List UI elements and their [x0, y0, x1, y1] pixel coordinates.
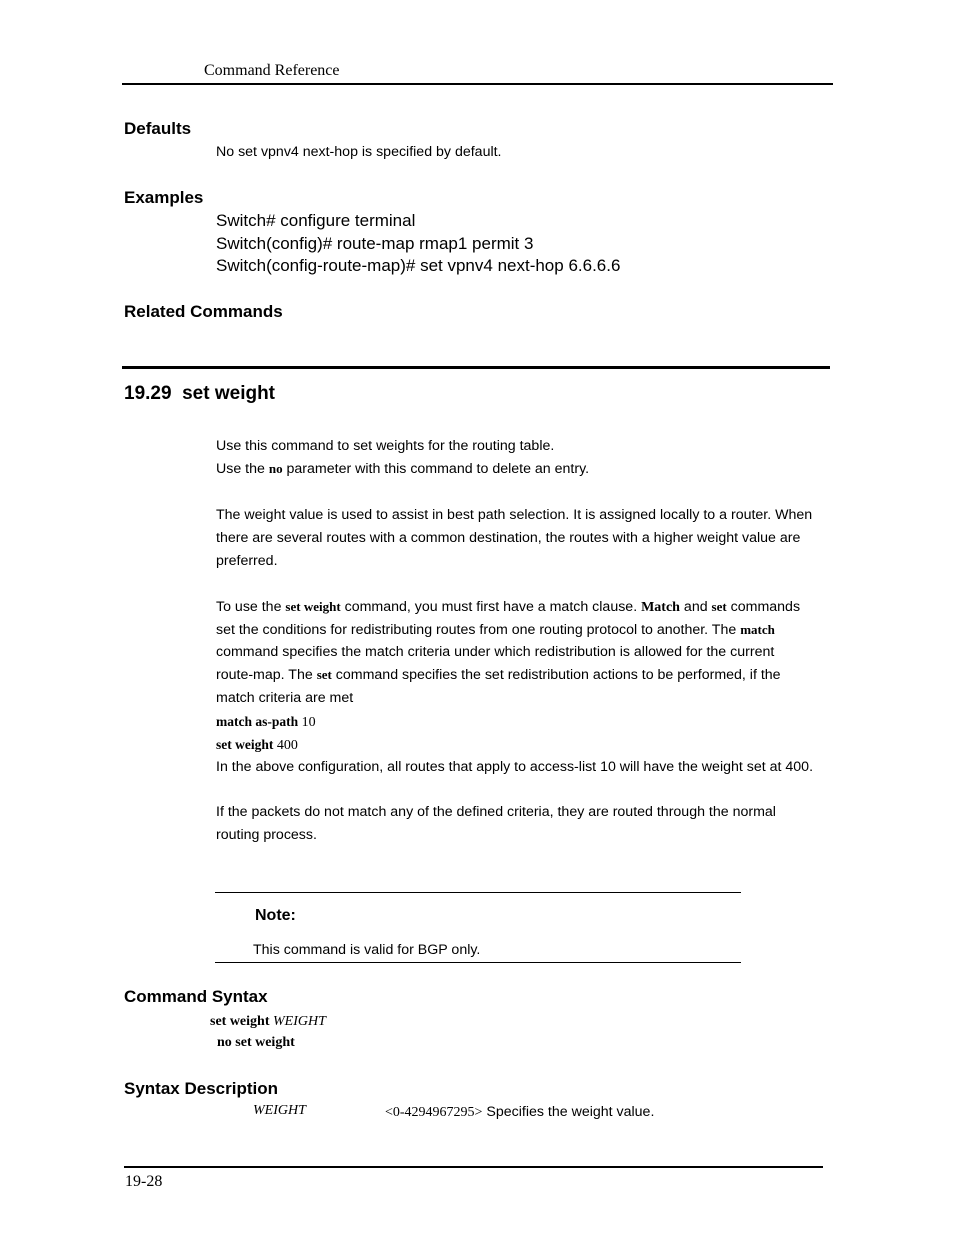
para3-line-4: route-map. The set command specifies the set redistribution actions to be performed, if the — [216, 667, 781, 683]
para3-line-3: command specifies the match criteria under which redistribution is allowed for the current — [216, 644, 775, 660]
example-line-3: Switch(config-route-map)# set vpnv4 next-hop 6.6.6.6 — [216, 256, 621, 275]
syntax-param-description: <0-4294967295> Specifies the weight value. — [385, 1104, 655, 1120]
keyword-no: no — [268, 461, 283, 476]
syntax-description-heading: Syntax Description — [124, 1079, 278, 1098]
code-line-match: match as-path 10 — [216, 714, 316, 730]
para3-line-5: match criteria are met — [216, 690, 354, 706]
note-bottom-rule — [215, 962, 741, 963]
para3-line-2: set the conditions for redistributing routes from one routing protocol to another. The match — [216, 622, 775, 638]
para2-line-1: The weight value is used to assist in best path selection. It is assigned locally to a router. When — [216, 507, 813, 523]
syntax-line-1: set weight WEIGHT — [210, 1014, 326, 1029]
example-line-2: Switch(config)# route-map rmap1 permit 3 — [216, 234, 534, 253]
section-name: set weight — [182, 383, 276, 404]
defaults-text: No set vpnv4 next-hop is specified by default. — [216, 144, 502, 160]
related-commands-heading: Related Commands — [124, 302, 283, 321]
syntax-line-2: no set weight — [217, 1035, 295, 1050]
note-top-rule — [215, 892, 741, 893]
footer-rule — [124, 1166, 823, 1168]
command-syntax-heading: Command Syntax — [124, 987, 268, 1006]
examples-heading: Examples — [124, 188, 204, 207]
page-number: 19-28 — [125, 1173, 163, 1190]
note-label: Note: — [255, 907, 296, 924]
note-text: This command is valid for BGP only. — [253, 942, 481, 958]
para4-line-2: routing process. — [216, 827, 317, 843]
section-title — [124, 383, 275, 405]
para2-line-3: preferred. — [216, 553, 278, 569]
defaults-heading: Defaults — [124, 119, 192, 138]
para3-line-8: In the above configuration, all routes that apply to access-list 10 will have the weight set at 400. — [216, 759, 814, 775]
example-line-1: Switch# configure terminal — [216, 211, 416, 230]
syntax-param-name: WEIGHT — [253, 1103, 306, 1118]
code-line-set: set weight 400 — [216, 737, 298, 753]
section-rule — [122, 366, 830, 369]
para3-line-1: To use the set weight command, you must first have a match clause. Match and set commands — [216, 599, 801, 615]
section-number: 19.29 — [124, 383, 172, 404]
para4-line-1: If the packets do not match any of the defined criteria, they are routed through the normal — [216, 804, 776, 820]
desc-line-2: Use the no parameter with this command to delete an entry. — [216, 461, 590, 477]
running-header: Command Reference — [204, 62, 340, 79]
para2-line-2: there are several routes with a common destination, the routes with a higher weight value are — [216, 530, 801, 546]
header-rule — [122, 83, 833, 85]
desc-line-1: Use this command to set weights for the routing table. — [216, 438, 555, 454]
